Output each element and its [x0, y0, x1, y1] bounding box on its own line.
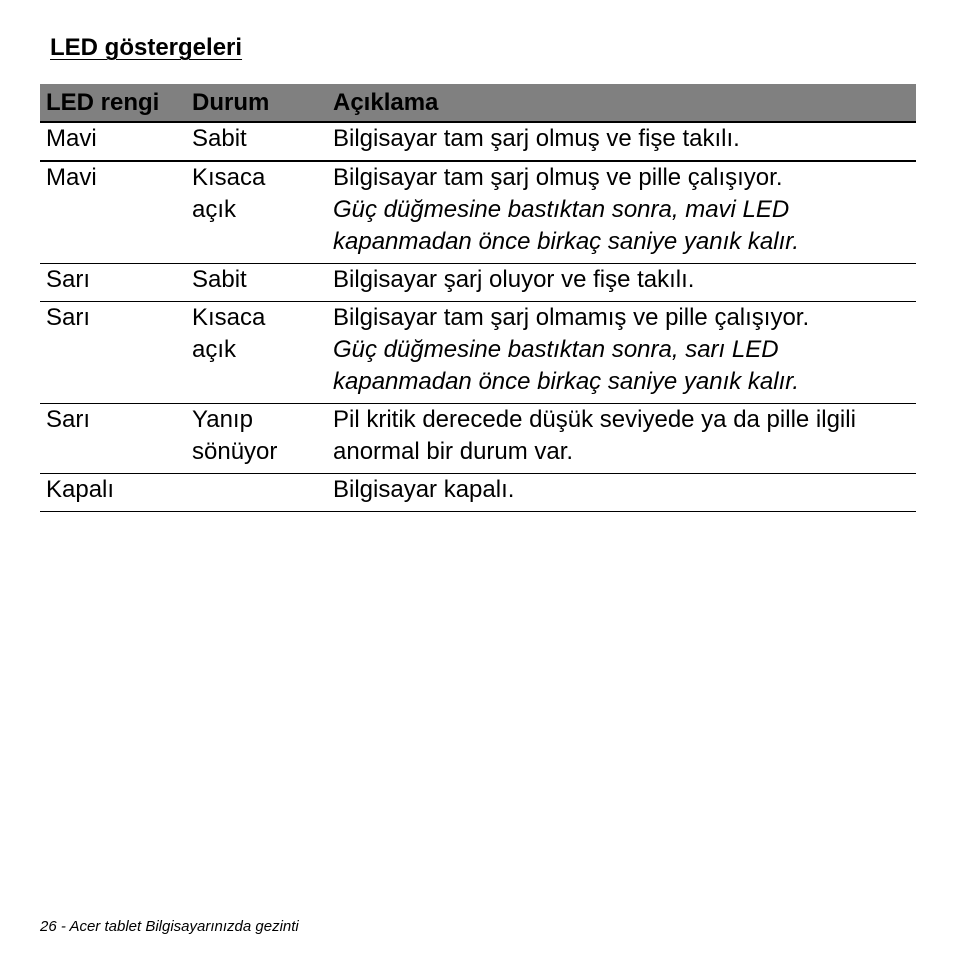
table-row	[40, 122, 916, 161]
cell-state	[186, 404, 327, 474]
description-line: Bilgisayar tam şarj olmuş ve fişe takılı.	[333, 125, 740, 152]
cell-led-color: Mavi	[40, 122, 186, 161]
header-description: Açıklama	[327, 84, 916, 122]
table-row	[40, 264, 916, 302]
cell-state	[186, 161, 327, 264]
description-line: Bilgisayar şarj oluyor ve fişe takılı.	[333, 266, 695, 293]
cell-led-color: Sarı	[40, 302, 186, 404]
page-title: LED göstergeleri	[50, 34, 243, 61]
state-line: Sabit	[192, 125, 247, 152]
note-line: kapanmadan önce birkaç saniye yanık kalır.	[333, 228, 800, 255]
cell-led-color: Sarı	[40, 404, 186, 474]
page-footer: 26 - Acer tablet Bilgisayarınızda gezinti	[40, 918, 299, 935]
note-line: kapanmadan önce birkaç saniye yanık kalır.	[333, 368, 800, 395]
cell-description	[327, 264, 916, 302]
header-led-color: LED rengi	[40, 84, 186, 122]
state-line: Sabit	[192, 266, 247, 293]
description-line: Pil kritik derecede düşük seviyede ya da pille ilgili	[333, 406, 856, 433]
cell-state	[186, 264, 327, 302]
table-row	[40, 404, 916, 474]
description-line: Bilgisayar kapalı.	[333, 476, 515, 503]
cell-state	[186, 302, 327, 404]
cell-state	[186, 474, 327, 512]
description-line: anormal bir durum var.	[333, 438, 574, 465]
note-line: Güç düğmesine bastıktan sonra, sarı LED	[333, 336, 779, 363]
cell-description	[327, 404, 916, 474]
state-line: Kısaca	[192, 164, 266, 191]
cell-description	[327, 302, 916, 404]
state-line: Yanıp	[192, 406, 253, 433]
cell-led-color: Mavi	[40, 161, 186, 264]
state-line: Kısaca	[192, 304, 266, 331]
table-row	[40, 302, 916, 404]
cell-description	[327, 474, 916, 512]
state-line: açık	[192, 196, 237, 223]
cell-description	[327, 122, 916, 161]
table-header-row	[40, 84, 916, 122]
table-row	[40, 474, 916, 512]
state-line: açık	[192, 336, 237, 363]
led-table	[40, 84, 916, 512]
description-line: Bilgisayar tam şarj olmuş ve pille çalışıyor.	[333, 164, 783, 191]
header-state: Durum	[186, 84, 327, 122]
cell-led-color: Kapalı	[40, 474, 186, 512]
state-line: sönüyor	[192, 438, 278, 465]
note-line: Güç düğmesine bastıktan sonra, mavi LED	[333, 196, 790, 223]
description-line: Bilgisayar tam şarj olmamış ve pille çalışıyor.	[333, 304, 810, 331]
table-row	[40, 161, 916, 264]
cell-state	[186, 122, 327, 161]
cell-description	[327, 161, 916, 264]
cell-led-color: Sarı	[40, 264, 186, 302]
